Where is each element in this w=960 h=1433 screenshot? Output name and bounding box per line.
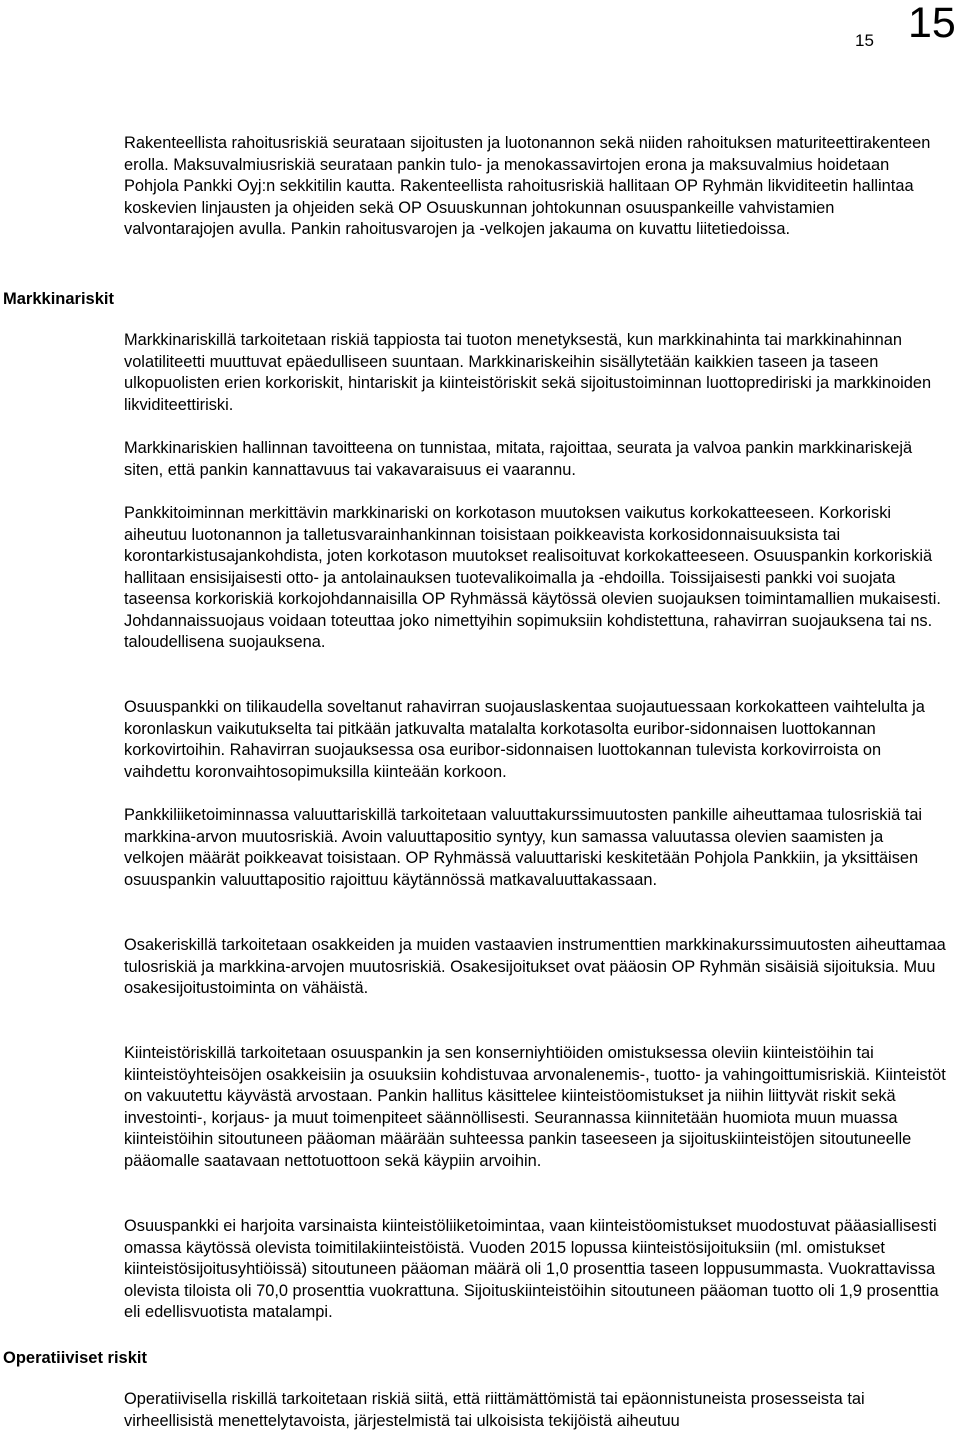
paragraph-currency-risk: Pankkiliiketoiminnassa valuuttariskillä tarkoitetaan valuuttakurssimuutosten pankille aiheuttamaa tulosriskiä tai markkina-arvon muutosriskiä. Avoin valuuttapositio syntyy, kun samassa valuutassa olevien saamisten ja velkojen määrät poikkeavat toisistaan. OP Ryhmässä valuuttariski keskitetään Pohjola Pankkiin, ja yksittäisen osuuspankin valuuttapositio rajoittuu käytännössä matkavaluuttakassaan. [124, 806, 923, 889]
paragraph-real-estate-holdings: Osuuspankki ei harjoita varsinaista kiinteistöliiketoimintaa, vaan kiinteistöomistukset muodostuvat pääasiallisesti omassa käytössä olevista toimitilakiinteistöistä. Vuoden 2015 lopussa kiinteistösijoituksiin (ml. omistukset kiinteistösijoitusyhtiöissä) sitoutuneen pääoman määrä oli 1,0 prosenttia taseen loppusummasta. Vuokrattavissa olevista tiloista oli 70,0 prosenttia vuokrattuna. Sijoituskiinteistöihin sitoutuneen pääoman tuotto oli 1,9 prosenttia eli edellisvuotista matalampi. [124, 1217, 939, 1321]
paragraph-interest-rate-risk: Pankkitoiminnan merkittävin markkinariski on korkotason muutoksen vaikutus korkokatteeseen. Korkoriski aiheutuu luotonannon ja talletusvarainhankinnan toisistaan poikkeavista korkosidonnaisuuksista tai korontarkistusajankohdista, joten korkotason muutokset realisoituvat korkokatteeseen. Osuuspankin korkoriskiä hallitaan ensisijaisesti otto- ja antolainauksen tuotevalikoimalla ja -ehdoilla. Toissijaisesti pankki voi suojata taseensa korkoriskiä korkojohdannaisilla OP Ryhmässä käytössä olevien suojauksen toimintamallien mukaisesti. Johdannaissuojaus voidaan toteuttaa joko nimettyihin sopimuksiin kohdistettuna, rahavirran suojauksena tai ns. taloudellisena suojauksena. [124, 504, 941, 651]
paragraph-market-risk-definition: Markkinariskillä tarkoitetaan riskiä tappiosta tai tuoton menetyksestä, kun markkinahinta tai markkinahinnan volatiliteetti muuttuvat epäedulliseen suuntaan. Markkinariskeihin sisällytetään kaikkien taseen ja taseen ulkopuolisten erien korkoriskit, hintariskit ja kiinteistöriskit sekä sijoitustoiminnan luottoprediriski ja markkinoiden likviditeettiriski. [124, 331, 932, 414]
section-heading-operational-risks: Operatiiviset riskit [3, 1349, 147, 1367]
paragraph-real-estate-risk: Kiinteistöriskillä tarkoitetaan osuuspankin ja sen konserniyhtiöiden omistuksessa oleviin kiinteistöihin tai kiinteistöyhteisöjen osakkeisiin ja osuuksiin kohdistuvaa arvonalenemis-, tuotto- ja vahingoittumisriskiä. Kiinteistöt on vakuutettu käyvästä arvostaan. Pankin hallitus käsittelee kiinteistöomistukset ja niihin liittyvät riskit sekä investointi-, korjaus- ja muut toimenpiteet säännöllisesti. Seurannassa kiinnitetään huomiota muun muassa kiinteistöihin sitoutuneen pääoman määrään suhteessa pankin taseeseen ja sijoituskiinteistöjen sitoutuneelle pääomalle saatavaan nettotuottoon sekä käypiin arvoihin. [124, 1044, 946, 1170]
paragraph-cash-flow-hedging: Osuuspankki on tilikaudella soveltanut rahavirran suojauslaskentaa suojautuessaan korkokatteen vaihtelulta ja koronlaskun vaikutukselta tai pitkään jatkuvalta matalalta korkotasolta euribor-sidonnaisen luottokannan korkovirtoihin. Rahavirran suojauksessa osa euribor-sidonnaisen luottokannan tulevista korkovirroista on vaihdettu koronvaihtosopimuksilla kiinteään korkoon. [124, 698, 925, 781]
section-heading-market-risks: Markkinariskit [3, 290, 114, 308]
paragraph-structural-funding-risk: Rakenteellista rahoitusriskiä seurataan sijoitusten ja luotonannon sekä niiden rahoituksen maturiteettirakenteen erolla. Maksuvalmiusriskiä seurataan pankin tulo- ja menokassavirtojen erona ja maksuvalmius hoidetaan Pohjola Pankki Oyj:n sekkitilin kautta. Rakenteellista rahoitusriskiä hallitaan OP Ryhmän likviditeetin hallintaa koskevien linjausten ja ohjeiden sekä OP Osuuskunnan johtokunnan osuuspankeille vahvistamien valvontarajojen avulla. Pankin rahoitusvarojen ja -velkojen jakauma on kuvattu liitetiedoissa. [124, 134, 931, 238]
page-number-small: 15 [855, 31, 874, 50]
paragraph-equity-risk: Osakeriskillä tarkoitetaan osakkeiden ja muiden vastaavien instrumenttien markkinakurssimuutosten aiheuttamaa tulosriskiä ja markkina-arvojen muutosriskiä. Osakesijoitukset ovat pääosin OP Ryhmän sisäisiä sijoituksia. Muu osakesijoitustoiminta on vähäistä. [124, 936, 946, 997]
paragraph-operational-risk-definition: Operatiivisella riskillä tarkoitetaan riskiä siitä, että riittämättömistä tai epäonnistuneista prosesseista tai virheellisistä menettelytavoista, järjestelmistä tai ulkoisista tekijöistä aiheutuu [124, 1390, 865, 1430]
paragraph-market-risk-objective: Markkinariskien hallinnan tavoitteena on tunnistaa, mitata, rajoittaa, seurata ja valvoa pankin markkinariskejä siten, että pankin kannattavuus tai vakavaraisuus ei vaarannu. [124, 439, 913, 479]
page-number-large: 15 [908, 0, 956, 47]
